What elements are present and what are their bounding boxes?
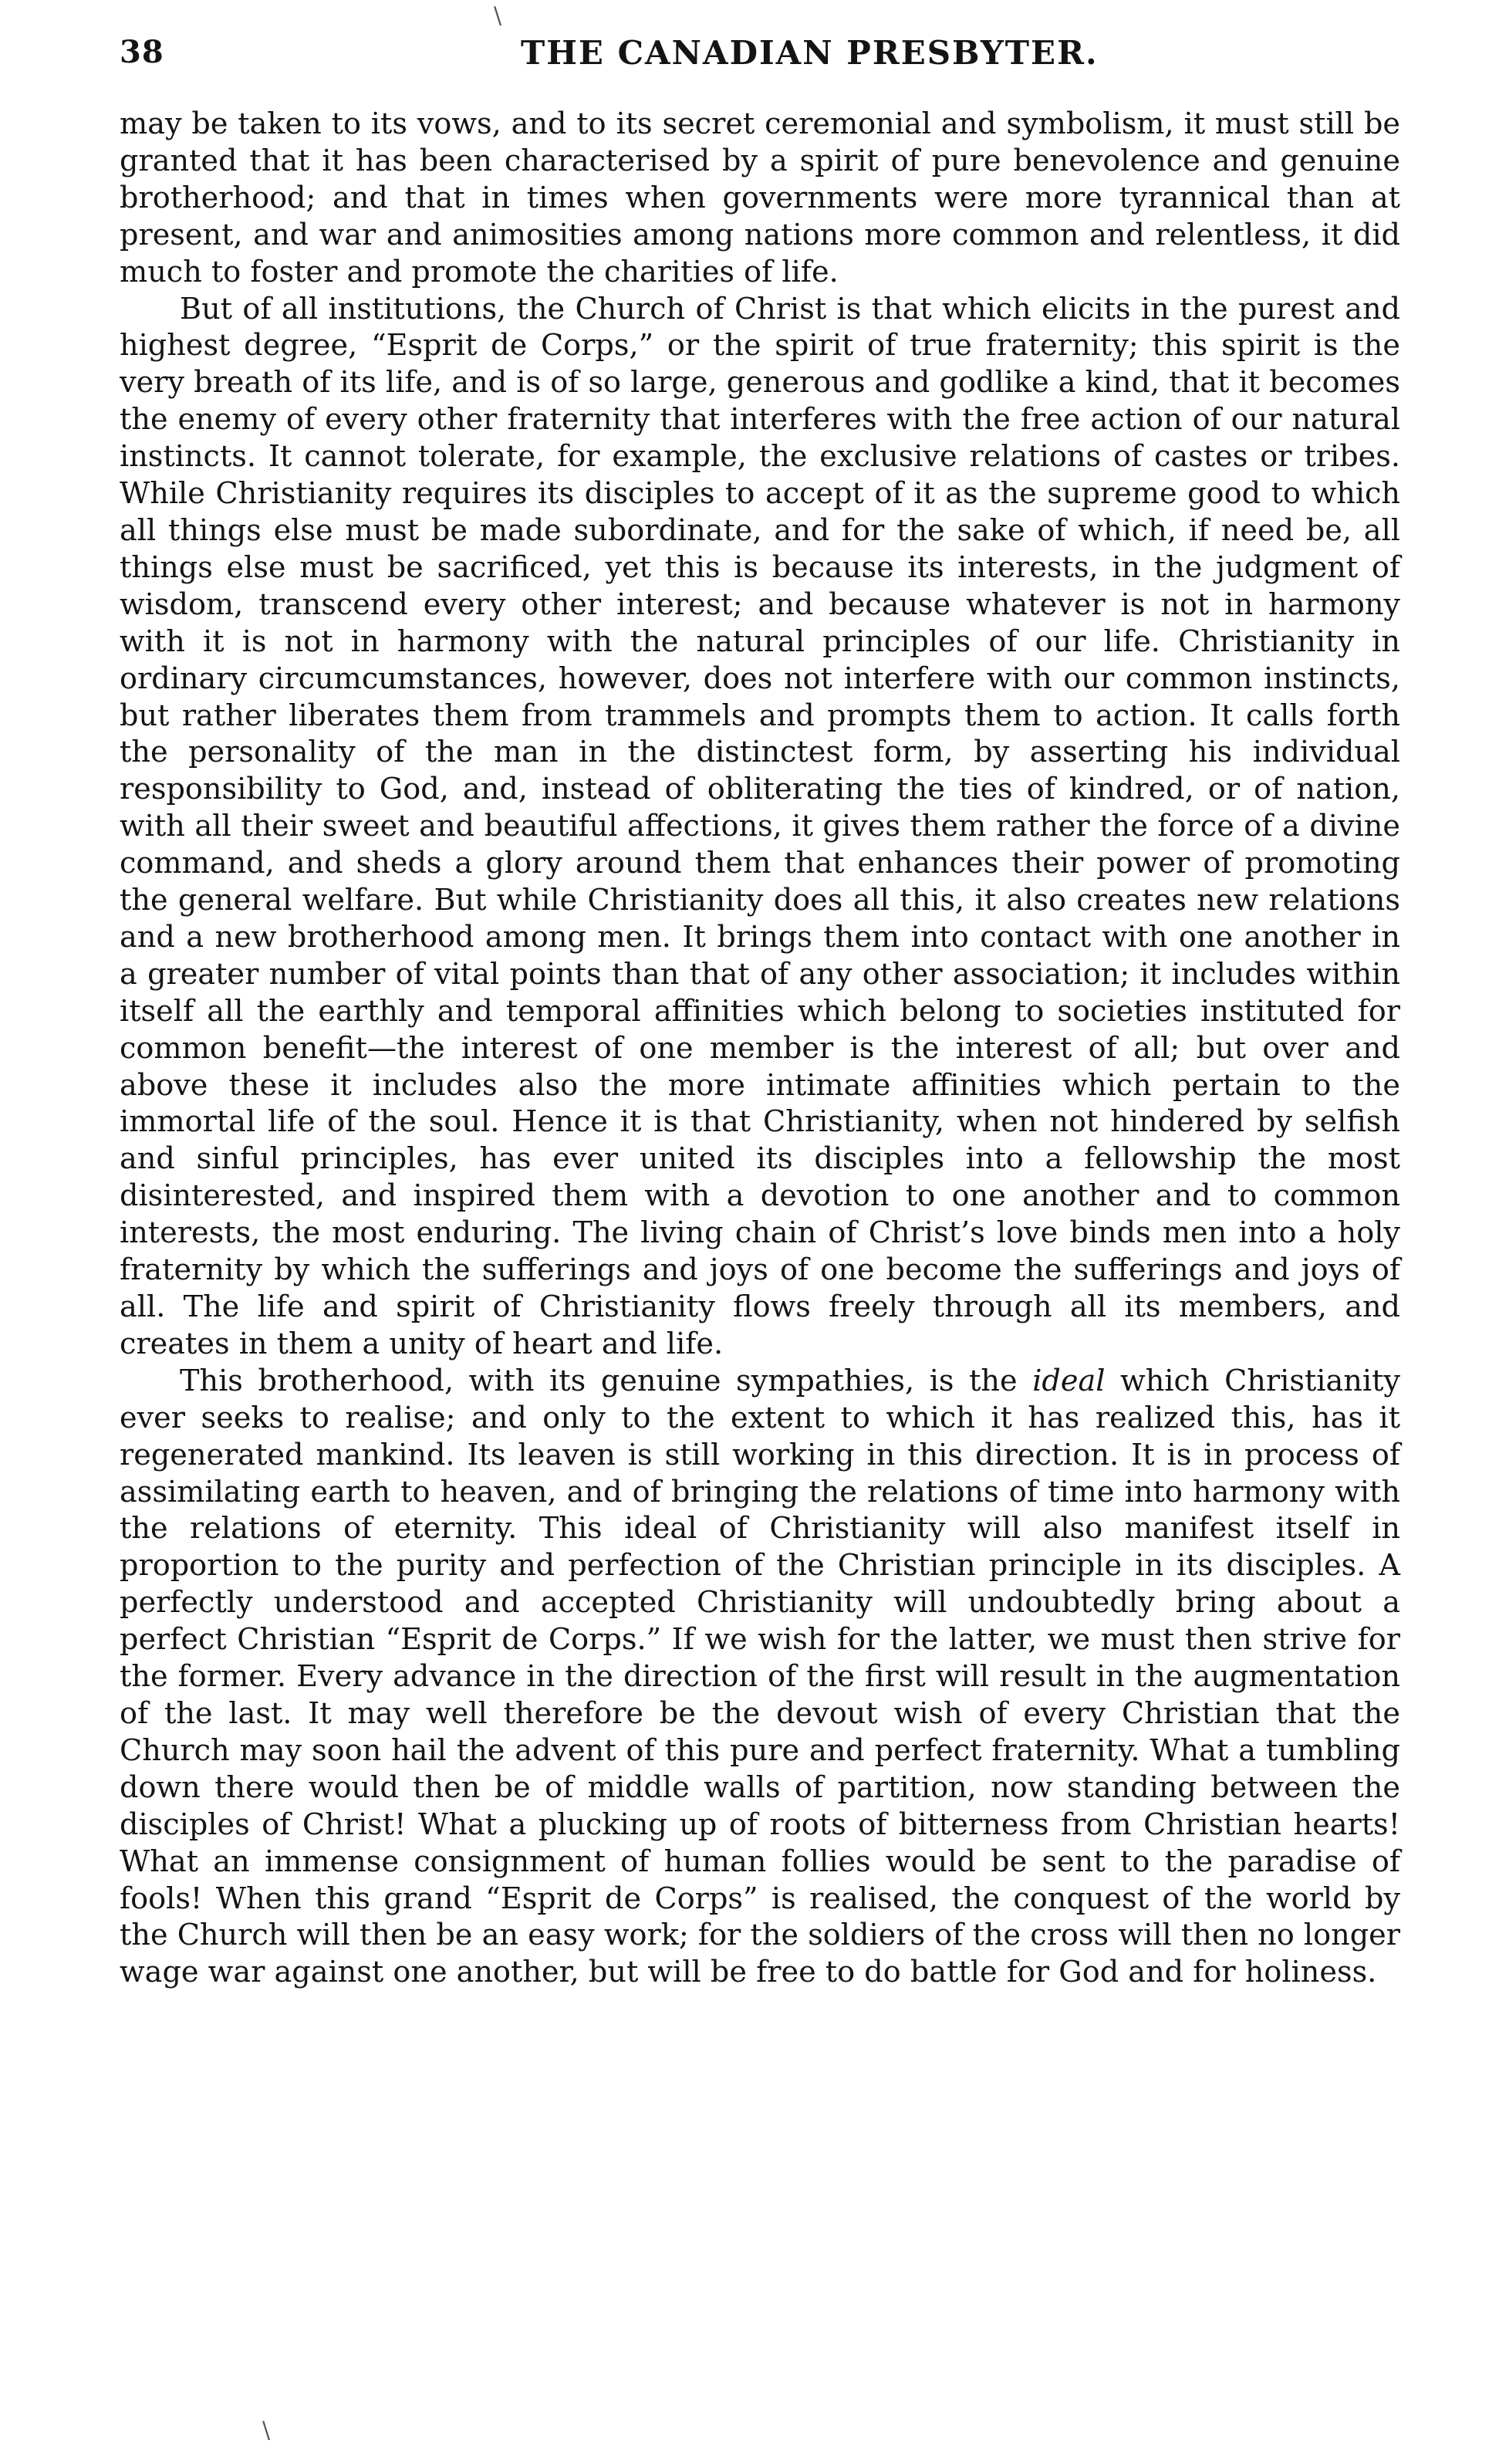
paragraph-2: But of all institutions, the Church of Christ is that which elicits in the purest and highest degree, “Esprit de Corps,” or the spirit of true fraternity; this spirit is the very breath of its life, and is of so large, generous and godlike a kind, that it becomes the enemy of every other fraternity that interferes with the free action of our natural instincts. It cannot tolerate, for example, the exclusive relations of castes or tribes. While Christianity requires its disciples to accept of it as the supreme good to which all things else must be made subordinate, and for the sake of which, if need be, all things else must be sacrificed, yet this is because its interests, in the judgment of wisdom, transcend every other interest; and because whatever is not in harmony with it is not in harmony with the natural principles of our life. Christianity in ordinary circumcumstances, however, does not interfere with our common instincts, but rather liberates them from trammels and prompts them to action. It calls forth the personality of the man in the distinctest form, by asserting his individual responsibility to God, and, instead of obliterating the ties of kindred, or of nation, with all their sweet and beautiful affections, it gives them rather the force of a divine command, and sheds a glory around them that enhances their power of promoting the general welfare. But while Christianity does all this, it also creates new relations and a new brotherhood among men. It brings them into contact with one another in a greater number of vital points than that of any other association; it includes within itself all the earthly and temporal affinities which belong to societies instituted for common benefit—the interest of one member is the interest of all; but over and above these it includes also the more intimate affinities which pertain to the immortal life of the soul. Hence it is that Christianity, when not hindered by selfish and sinful principles, has ever united its disciples into a fellowship the most disinterested, and inspired them with a devotion to one another and to common interests, the most enduring. The living chain of Christ’s love binds men into a holy fraternity by which the sufferings and joys of one become the sufferings and joys of all. The life and spirit of Christianity flows freely through all its members, and creates in them a unity of heart and life.: [120, 292, 1400, 1361]
article-body: [120, 106, 1400, 2422]
running-head: THE CANADIAN PRESBYTER.: [521, 34, 1099, 72]
paragraph-3-text-start: This brotherhood, with its genuine sympathies, is the: [180, 1364, 1033, 1398]
paragraph-3-text-end: which Christianity ever seeks to realise; and only to the extent to which it has realized this, has it regenerated mankind. Its leaven is still working in this direction. It is in process of assimilating earth to heaven, and of bringing the relations of time into harmony with the relations of eternity. This ideal of Christianity will also manifest itself in proportion to the purity and perfection of the Christian principle in its disciples. A perfectly understood and accepted Christianity will undoubtedly bring about a perfect Christian “Esprit de Corps.” If we wish for the latter, we must then strive for the former. Every advance in the direction of the first will result in the augmentation of the last. It may well therefore be the devout wish of every Christian that the Church may soon hail the advent of this pure and perfect fraternity. What a tumbling down there would then be of middle walls of partition, now standing between the disciples of Christ! What a plucking up of roots of bitterness from Christian hearts! What an immense consignment of human follies would be sent to the paradise of fools! When this grand “Esprit de Corps” is realised, the conquest of the world by the Church will then be an easy work; for the soldiers of the cross will then no longer wage war against one another, but will be free to do battle for God and for holiness.: [120, 1364, 1400, 1990]
page-number: 38: [120, 34, 164, 70]
paragraph-3: [120, 1364, 1400, 1992]
paragraph-1: may be taken to its vows, and to its secret ceremonial and symbolism, it must still be granted that it has been characterised by a spirit of pure benevolence and genuine brotherhood; and that in times when governments were more tyrannical than at present, and war and animosities among nations more common and relentless, it did much to foster and promote the charities of life.: [120, 107, 1400, 289]
print-speck: \: [494, 2, 502, 29]
print-speck: \: [262, 2417, 271, 2444]
paragraph-3-italic-word: ideal: [1032, 1364, 1106, 1398]
page-header: [120, 25, 1400, 86]
